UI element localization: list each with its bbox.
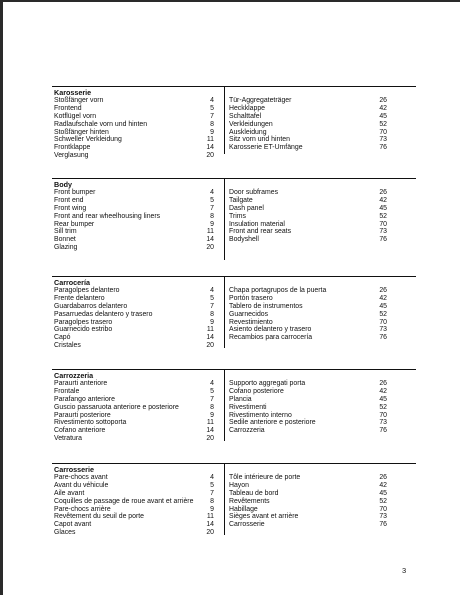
entry-page-number: 7 [210,302,214,310]
index-entry [229,498,387,506]
entry-label: Stoßfänger vorn [54,97,104,104]
entry-label: Carrozzeria [229,427,265,435]
column-divider [224,178,225,260]
entry-label: Paragolpes trasero [54,318,113,326]
entry-label: Revestimiento [229,318,273,326]
entry-page-number: 5 [210,196,214,204]
entry-page-number: 11 [206,513,214,521]
entry-label: Parafango anteriore [54,395,115,403]
section-rule [52,369,416,370]
column-right [229,380,387,435]
entry-page-number: 14 [206,144,214,152]
index-entry [54,388,214,396]
entry-label: Frontale [54,387,80,395]
entry-page-number: 45 [379,489,387,497]
entry-page-number: 76 [379,236,387,244]
entry-page-number: 73 [379,228,387,236]
index-entry [54,506,214,514]
section-heading: Body [54,180,72,189]
entry-label: Sièges avant et arrière [229,513,299,521]
entry-label: Pare-chocs arrière [54,505,111,513]
entry-label: Guarnecido estribo [54,326,113,334]
index-entry [54,342,214,350]
index-entry [54,129,214,137]
index-entry [54,228,214,236]
index-entry [54,144,214,152]
entry-page-number: 11 [206,419,214,427]
entry-page-number: 5 [210,387,214,395]
entry-page-number: 9 [210,220,214,228]
entry-page-number: 14 [206,236,214,244]
entry-label: Supporto aggregati porta [229,380,306,387]
entry-label: Tür-Aggregateträger [229,97,292,104]
entry-label: Rivestimento interno [229,411,292,419]
entry-page-number: 11 [206,228,214,236]
entry-label: Schalttafel [229,112,262,120]
entry-page-number: 76 [379,427,387,435]
entry-page-number: 73 [379,326,387,334]
entry-page-number: 52 [379,497,387,505]
entry-page-number: 7 [210,395,214,403]
entry-label: Dash panel [229,204,264,212]
entry-label: Tableau de bord [229,489,279,497]
entry-label: Verglasung [54,152,89,160]
index-entry [54,482,214,490]
entry-label: Front end [54,196,84,204]
entry-label: Paraurti posteriore [54,411,111,419]
entry-page-number: 9 [210,128,214,136]
index-entry [54,435,214,443]
entry-page-number: 20 [206,152,214,160]
index-entry [229,380,387,388]
entry-page-number: 4 [210,474,214,481]
index-entry [54,419,214,427]
entry-label: Carrosserie [229,521,265,529]
column-divider [224,369,225,441]
entry-page-number: 26 [379,97,387,104]
entry-label: Door subframes [229,189,279,196]
entry-page-number: 9 [210,505,214,513]
entry-label: Guardabarros delantero [54,302,128,310]
entry-page-number: 26 [379,380,387,387]
entry-page-number: 52 [379,310,387,318]
column-left [54,474,214,537]
column-divider [224,276,225,348]
index-entry [229,412,387,420]
entry-page-number: 76 [379,521,387,529]
entry-page-number: 14 [206,521,214,529]
entry-label: Radlaufschale vorn und hinten [54,120,148,128]
entry-label: Aile avant [54,489,85,497]
index-entry [54,513,214,521]
entry-label: Capot avant [54,521,92,529]
index-entry [54,319,214,327]
entry-page-number: 70 [379,318,387,326]
entry-page-number: 14 [206,427,214,435]
index-entry [54,490,214,498]
index-entry [54,287,214,295]
entry-label: Front bumper [54,189,96,196]
index-entry [229,121,387,129]
entry-label: Portón trasero [229,294,273,302]
index-entry [229,513,387,521]
index-entry [229,506,387,514]
index-entry [229,404,387,412]
entry-label: Recambios para carrocería [229,334,313,342]
entry-label: Hayon [229,481,249,489]
section-heading: Carrosserie [54,465,94,474]
entry-page-number: 52 [379,212,387,220]
index-entry [54,396,214,404]
entry-label: Asiento delantero y trasero [229,326,312,334]
index-entry [229,303,387,311]
entry-label: Sill trim [54,228,77,236]
entry-label: Front and rear seats [229,228,292,236]
index-entry [229,228,387,236]
entry-page-number: 9 [210,318,214,326]
index-entry [229,334,387,342]
entry-page-number: 7 [210,204,214,212]
index-entry [229,482,387,490]
entry-page-number: 20 [206,529,214,537]
entry-label: Tablero de instrumentos [229,302,303,310]
index-entry [54,236,214,244]
index-entry [229,105,387,113]
entry-label: Revêtement du seuil de porte [54,513,145,521]
entry-page-number: 11 [206,136,214,144]
entry-page-number: 76 [379,334,387,342]
entry-page-number: 4 [210,97,214,104]
entry-label: Schweller Verkleidung [54,136,122,144]
entry-label: Auskleidung [229,128,267,136]
entry-label: Verkleidungen [229,120,273,128]
index-entry [229,113,387,121]
entry-label: Front and rear wheelhousing liners [54,212,161,220]
entry-label: Glazing [54,244,78,252]
entry-label: Rivestimenti [229,403,267,411]
index-entry [54,189,214,197]
entry-page-number: 42 [379,196,387,204]
entry-page-number: 70 [379,220,387,228]
index-entry [229,419,387,427]
entry-page-number: 14 [206,334,214,342]
index-entry [229,474,387,482]
entry-page-number: 8 [210,497,214,505]
index-entry [54,326,214,334]
column-left [54,97,214,160]
entry-page-number: 8 [210,120,214,128]
entry-page-number: 73 [379,136,387,144]
entry-page-number: 7 [210,489,214,497]
entry-label: Vetratura [54,435,82,443]
index-entry [54,113,214,121]
entry-label: Capó [54,334,71,342]
entry-label: Cofano posteriore [229,387,284,395]
index-entry [229,388,387,396]
index-entry [54,334,214,342]
index-entry [229,521,387,529]
entry-label: Guscio passaruota anteriore e posteriore [54,403,179,411]
entry-label: Glaces [54,529,76,537]
entry-page-number: 9 [210,411,214,419]
index-entry [229,136,387,144]
entry-page-number: 8 [210,403,214,411]
index-entry [54,404,214,412]
index-entry [54,244,214,252]
entry-page-number: 73 [379,513,387,521]
index-entry [229,326,387,334]
index-entry [54,121,214,129]
page-number: 3 [402,566,407,575]
entry-label: Sedile anteriore e posteriore [229,419,316,427]
index-entry [229,396,387,404]
entry-label: Bonnet [54,236,76,244]
index-entry [54,427,214,435]
index-entry [229,490,387,498]
column-left [54,380,214,443]
entry-label: Trims [229,212,246,220]
index-entry [229,295,387,303]
entry-label: Paragolpes delantero [54,287,120,294]
entry-label: Front wing [54,204,87,212]
column-right [229,189,387,244]
index-entry [229,205,387,213]
column-left [54,287,214,350]
entry-label: Cristales [54,342,81,350]
entry-label: Pasarruedas delantero y trasero [54,310,153,318]
entry-label: Heckklappe [229,104,266,112]
index-entry [54,380,214,388]
section-rule [52,178,416,179]
entry-page-number: 5 [210,104,214,112]
index-entry [229,213,387,221]
entry-label: Frontklappe [54,144,91,152]
section-heading: Karosserie [54,88,92,97]
section-heading: Carrocería [54,278,90,287]
entry-page-number: 42 [379,294,387,302]
index-entry [54,213,214,221]
column-divider [224,463,225,535]
entry-label: Stoßfänger hinten [54,128,109,136]
entry-page-number: 42 [379,481,387,489]
entry-page-number: 8 [210,310,214,318]
entry-page-number: 45 [379,112,387,120]
entry-page-number: 7 [210,112,214,120]
entry-page-number: 4 [210,189,214,196]
entry-page-number: 26 [379,474,387,481]
entry-label: Rear bumper [54,220,95,228]
index-entry [229,319,387,327]
entry-page-number: 42 [379,104,387,112]
entry-label: Frente delantero [54,294,105,302]
entry-page-number: 5 [210,294,214,302]
index-entry [54,521,214,529]
entry-page-number: 20 [206,435,214,443]
entry-label: Plancia [229,395,252,403]
index-entry [229,311,387,319]
index-entry [54,529,214,537]
entry-page-number: 70 [379,128,387,136]
entry-page-number: 4 [210,380,214,387]
entry-page-number: 42 [379,387,387,395]
entry-label: Guarnecidos [229,310,269,318]
index-entry [229,189,387,197]
entry-page-number: 45 [379,302,387,310]
index-entry [54,498,214,506]
section-rule [52,86,416,87]
entry-page-number: 5 [210,481,214,489]
entry-page-number: 8 [210,212,214,220]
entry-label: Karosserie ET-Umfänge [229,144,303,152]
column-right [229,287,387,342]
entry-label: Chapa portagrupos de la puerta [229,287,327,294]
index-entry [229,197,387,205]
entry-page-number: 11 [206,326,214,334]
entry-label: Cofano anteriore [54,427,106,435]
page-border-top [0,0,460,2]
entry-label: Kotflügel vorn [54,112,97,120]
entry-page-number: 45 [379,395,387,403]
entry-page-number: 52 [379,403,387,411]
page-border-left [0,0,3,595]
index-entry [229,287,387,295]
entry-label: Frontend [54,104,82,112]
entry-label: Rivestimento sottoporta [54,419,127,427]
index-entry [229,427,387,435]
entry-label: Tailgate [229,196,253,204]
entry-label: Coquilles de passage de roue avant et arrière [54,497,194,505]
entry-page-number: 76 [379,144,387,152]
index-entry [229,97,387,105]
index-entry [54,197,214,205]
entry-label: Paraurti anteriore [54,380,108,387]
column-divider [224,86,225,154]
entry-label: Revêtements [229,497,270,505]
index-entry [54,303,214,311]
column-right [229,474,387,529]
entry-label: Habillage [229,505,258,513]
entry-page-number: 52 [379,120,387,128]
section-rule [52,463,416,464]
index-entry [229,129,387,137]
index-entry [54,136,214,144]
column-right [229,97,387,152]
entry-label: Insulation material [229,220,285,228]
entry-page-number: 26 [379,189,387,196]
entry-page-number: 4 [210,287,214,294]
index-entry [54,205,214,213]
index-entry [229,236,387,244]
index-entry [54,412,214,420]
column-left [54,189,214,252]
section-rule [52,276,416,277]
index-entry [54,474,214,482]
index-entry [54,152,214,160]
index-entry [229,144,387,152]
entry-page-number: 20 [206,342,214,350]
section-heading: Carrozzeria [54,371,94,380]
index-entry [54,311,214,319]
entry-page-number: 26 [379,287,387,294]
entry-page-number: 70 [379,411,387,419]
entry-label: Sitz vorn und hinten [229,136,290,144]
entry-page-number: 45 [379,204,387,212]
index-entry [54,295,214,303]
entry-label: Pare-chocs avant [54,474,108,481]
entry-label: Avant du véhicule [54,481,109,489]
index-entry [229,221,387,229]
index-entry [54,105,214,113]
index-entry [54,221,214,229]
entry-label: Bodyshell [229,236,259,244]
entry-label: Tôle intérieure de porte [229,474,301,481]
entry-page-number: 20 [206,244,214,252]
index-entry [54,97,214,105]
entry-page-number: 73 [379,419,387,427]
entry-page-number: 70 [379,505,387,513]
